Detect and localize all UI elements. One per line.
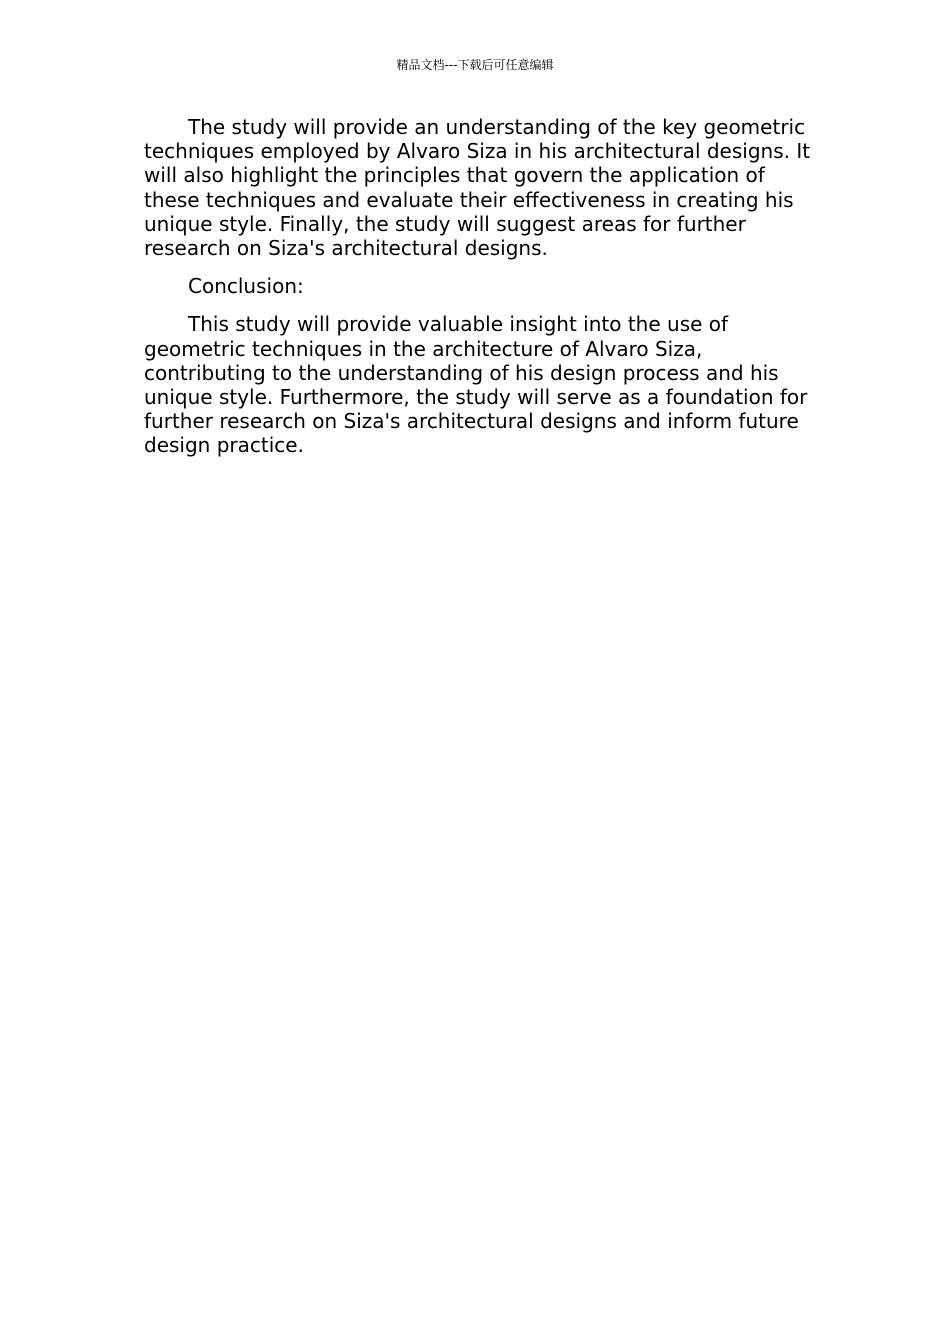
section-heading-conclusion: Conclusion: (188, 274, 304, 299)
page-header: 精品文档---下载后可任意编辑 (396, 58, 554, 72)
paragraph-conclusion: This study will provide valuable insight into the use of geometric techniques in the architecture of Alvaro Siza, contributing to the understanding of his design process and his unique style. Furthermore, the study will serve as a foundation for further research on Siza's architectural designs and inform future design practice. (144, 312, 808, 458)
document-body (144, 115, 814, 472)
paragraph-study-scope: The study will provide an understanding of the key geometric techniques employed by Alvaro Siza in his architectural designs. It will also highlight the principles that govern the application of these techniques and evaluate their effectiveness in creating his unique style. Finally, the study will suggest areas for further research on Siza's architectural designs. (144, 115, 811, 261)
